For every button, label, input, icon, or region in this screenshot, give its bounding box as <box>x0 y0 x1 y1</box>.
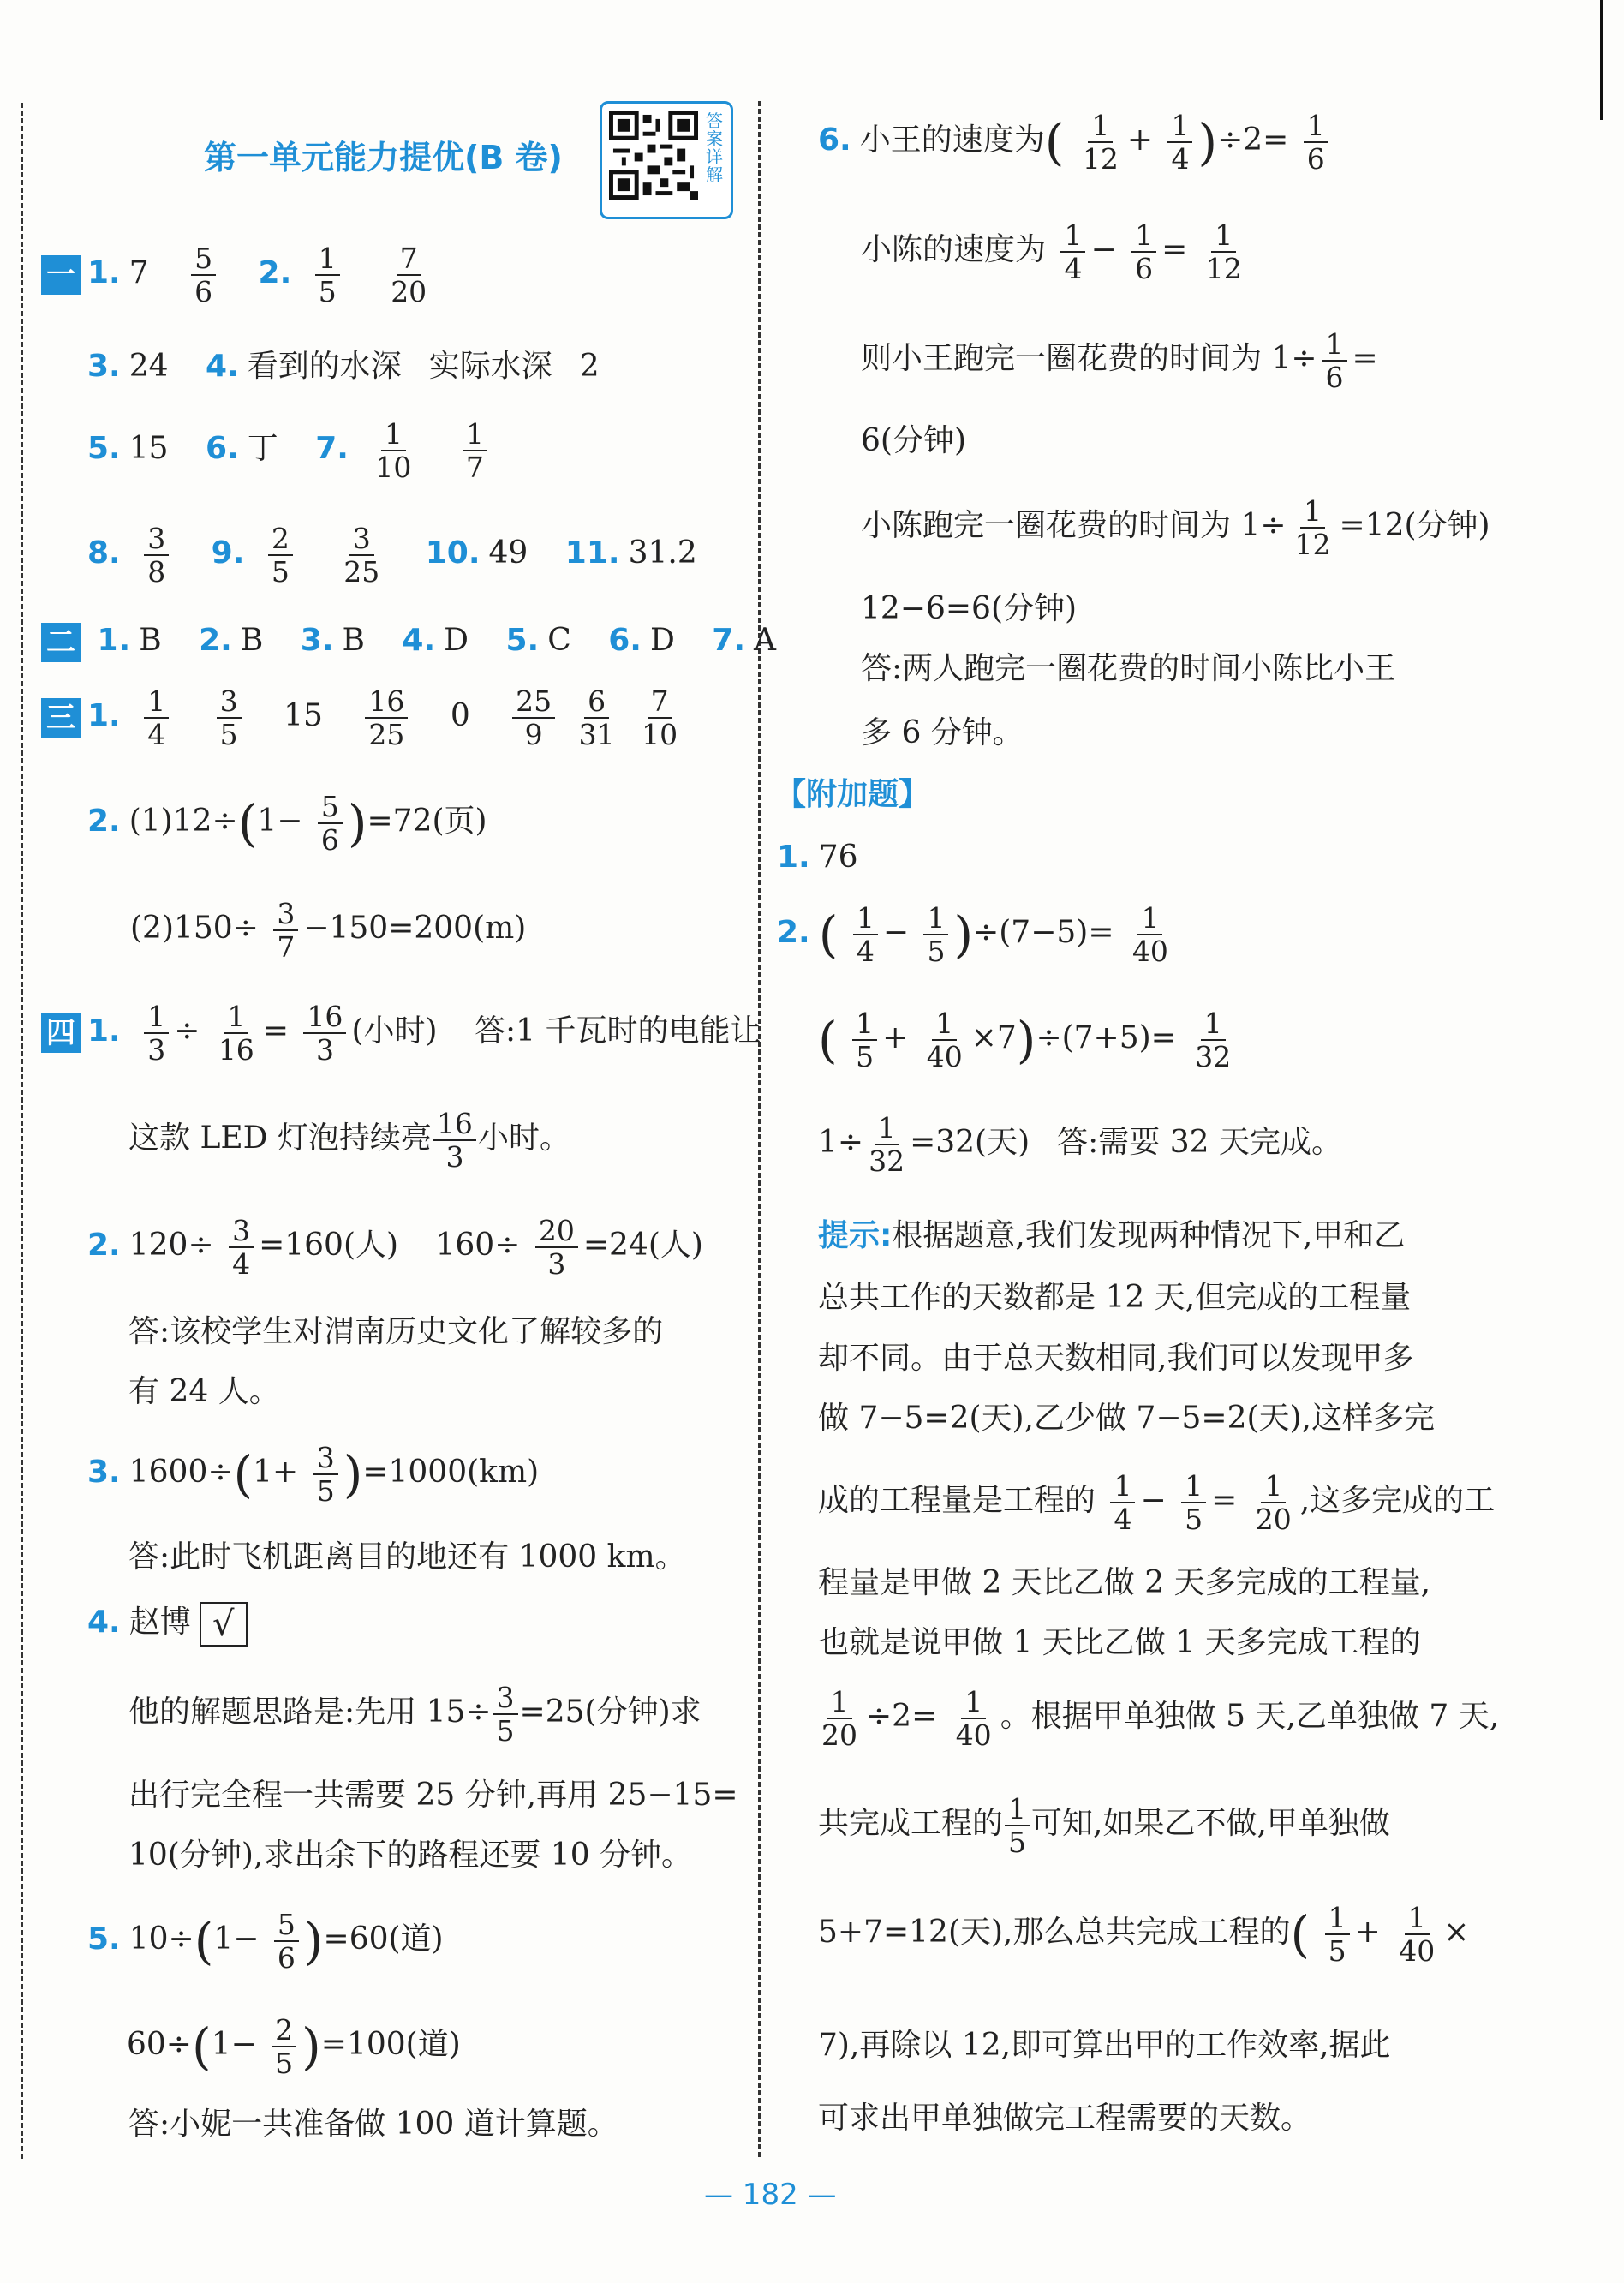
extra-q2-l2: ( $\frac{1}{5}$ + $\frac{1}{40}$ ×7)÷(7+5)= $\frac{1}{32}$ <box>818 1007 1232 1073</box>
s4-q4-l3: 10(分钟),求出余下的路程还要 10 分钟。 <box>128 1838 693 1873</box>
right-edge-line <box>1600 0 1603 120</box>
qr-code[interactable] <box>600 101 733 219</box>
hint-l6: 程量是甲做 2 天比乙做 2 天多完成的工程量, <box>818 1565 1431 1600</box>
hint-l9: 共完成工程的 $\frac{1}{5}$ 可知,如果乙不做,甲单独做 <box>818 1792 1390 1859</box>
hint-l10: 5+7=12(天),那么总共完成工程的( $\frac{1}{5}$ + $\frac{1}{40}$ × <box>818 1901 1470 1968</box>
fraction: $\frac{1}{7}$ <box>463 420 487 481</box>
s1-row4: 8. $\frac{3}{8}$ 9. $\frac{2}{5}$ $\frac{3}{25}$ 10. 49 11. 31.2 <box>87 522 697 589</box>
fraction: $\frac{3}{8}$ <box>144 524 169 586</box>
hint-l2: 总共工作的天数都是 12 天,但完成的工程量 <box>818 1280 1412 1315</box>
extra-q2-l3: 1÷ $\frac{1}{32}$ =32(天) 答:需要 32 天完成。 <box>818 1111 1342 1178</box>
s4-q5-ans: 答:小妮一共准备做 100 道计算题。 <box>128 2107 618 2142</box>
extra-q2-l1: 2. ( $\frac{1}{4}$ − $\frac{1}{5}$ )÷(7−5)= $\frac{1}{40}$ <box>777 901 1168 968</box>
left-margin-divider <box>21 103 23 2159</box>
check-box-icon: √ <box>200 1602 248 1647</box>
hint-l1: 提示:根据题意,我们发现两种情况下,甲和乙 <box>818 1218 1406 1253</box>
hint-l3: 却不同。由于总天数相同,我们可以发现甲多 <box>818 1341 1414 1376</box>
r-q6-l4: 6(分钟) <box>861 423 966 458</box>
s4-q4-l1: 他的解题思路是:先用 15÷ $\frac{3}{5}$ =25(分钟)求 <box>128 1681 702 1748</box>
fraction: $\frac{7}{20}$ <box>391 242 427 308</box>
s4-q3: 3. 1600÷(1+ $\frac{3}{5}$ )=1000(km) <box>87 1441 540 1508</box>
s2-row: 二 1. B 2. B 3. B 4. D 5. C 6. D 7. A <box>41 623 776 662</box>
page-title: 第一单元能力提优(B 卷) <box>204 139 563 176</box>
s4-q2-ans2: 有 24 人。 <box>128 1374 280 1409</box>
section-box-1: 一 <box>41 255 81 295</box>
s4-q2-ans1: 答:该校学生对渭南历史文化了解较多的 <box>128 1314 664 1349</box>
extra-section-label: 【附加题】 <box>775 777 930 812</box>
column-divider <box>758 101 761 2157</box>
hint-l11: 7),再除以 12,即可算出甲的工作效率,据此 <box>818 2028 1391 2063</box>
s4-q1: 四 1. $\frac{1}{3}$ ÷ $\frac{1}{16}$ = $\frac{16}{3}$ (小时) 答:1 千瓦时的电能让 <box>41 1002 761 1064</box>
s3-q2-1: 2. (1)12÷(1− $\frac{5}{6}$ )=72(页) <box>87 790 487 857</box>
r-q6-l8: 多 6 分钟。 <box>861 715 1024 750</box>
s1-row2: 3. 24 4. 看到的水深 实际水深 2 <box>87 349 600 384</box>
fraction: $\frac{1}{5}$ <box>315 244 340 306</box>
q-number: 1. <box>87 255 121 290</box>
qr-icon <box>609 111 698 200</box>
s4-q4: 4. 赵博 √ <box>87 1602 248 1647</box>
answer-value: 7 <box>128 255 149 290</box>
s4-q2: 2. 120÷ $\frac{3}{4}$ =160(人) 160÷ $\frac{20}{3}$ =24(人) <box>87 1214 703 1281</box>
s4-q5-1: 5. 10÷(1− $\frac{5}{6}$ )=60(道) <box>87 1908 444 1975</box>
section-box-4: 四 <box>41 1013 81 1053</box>
fraction: $\frac{2}{5}$ <box>268 524 293 586</box>
s1-row3: 5. 15 6. 丁 7. $\frac{1}{10}$ $\frac{1}{7}$ <box>87 420 493 481</box>
r-q6-l6: 12−6=6(分钟) <box>861 591 1078 626</box>
extra-q1: 1. 76 <box>777 840 858 875</box>
s4-q5-2: 60÷(1− $\frac{2}{5}$ )=100(道) <box>127 2013 461 2080</box>
s1-row1 <box>41 244 435 306</box>
hint-l5: 成的工程量是工程的 $\frac{1}{4}$ − $\frac{1}{5}$ = $\frac{1}{20}$ ,这多完成的工 <box>818 1469 1496 1536</box>
fraction: $\frac{1}{10}$ <box>375 417 412 484</box>
fraction: $\frac{3}{25}$ <box>343 522 380 589</box>
s3-q1: 三 1. $\frac{1}{4}$ $\frac{3}{5}$ 15 $\frac{16}{25}$ 0 $\frac{25}{9}$ $\frac{6}{31}$ $\frac{7}{10}$ <box>41 687 686 749</box>
s4-q1-l2: 这款 LED 灯泡持续亮 $\frac{16}{3}$ 小时。 <box>128 1107 570 1174</box>
r-q6-l2: 小陈的速度为 $\frac{1}{4}$ − $\frac{1}{6}$ = $\frac{1}{12}$ <box>861 218 1242 285</box>
hint-l4: 做 7−5=2(天),乙少做 7−5=2(天),这样多完 <box>818 1401 1436 1436</box>
s4-q3-ans: 答:此时飞机距离目的地还有 1000 km。 <box>128 1539 686 1575</box>
s3-q2-2: (2)150÷ $\frac{3}{7}$ −150=200(m) <box>130 897 527 964</box>
fraction: $\frac{5}{6}$ <box>191 244 216 306</box>
section-box-3: 三 <box>41 698 81 738</box>
q-number: 2. <box>258 255 292 290</box>
qr-label: 答案详解 <box>706 111 723 185</box>
r-q6-l3: 则小王跑完一圈花费的时间为 1÷ $\frac{1}{6}$ = <box>861 327 1378 394</box>
hint-l8: $\frac{1}{20}$ ÷2= $\frac{1}{40}$ 。根据甲单独做 5 天,乙单独做 7 天, <box>821 1685 1500 1752</box>
s4-q4-l2: 出行完全程一共需要 25 分钟,再用 25−15= <box>128 1778 738 1813</box>
hint-l7: 也就是说甲做 1 天比乙做 1 天多完成工程的 <box>818 1625 1421 1660</box>
page-number: — 182 — <box>704 2178 837 2212</box>
hint-l12: 可求出甲单独做完工程需要的天数。 <box>818 2101 1312 2136</box>
r-q6-l7: 答:两人跑完一圈花费的时间小陈比小王 <box>861 651 1396 686</box>
r-q6-l1: 6. 小王的速度为( $\frac{1}{12}$ + $\frac{1}{4}$ )÷2= $\frac{1}{6}$ <box>818 111 1334 173</box>
section-box-2: 二 <box>41 623 81 662</box>
r-q6-l5: 小陈跑完一圈花费的时间为 1÷ $\frac{1}{12}$ =12(分钟) <box>861 494 1490 561</box>
